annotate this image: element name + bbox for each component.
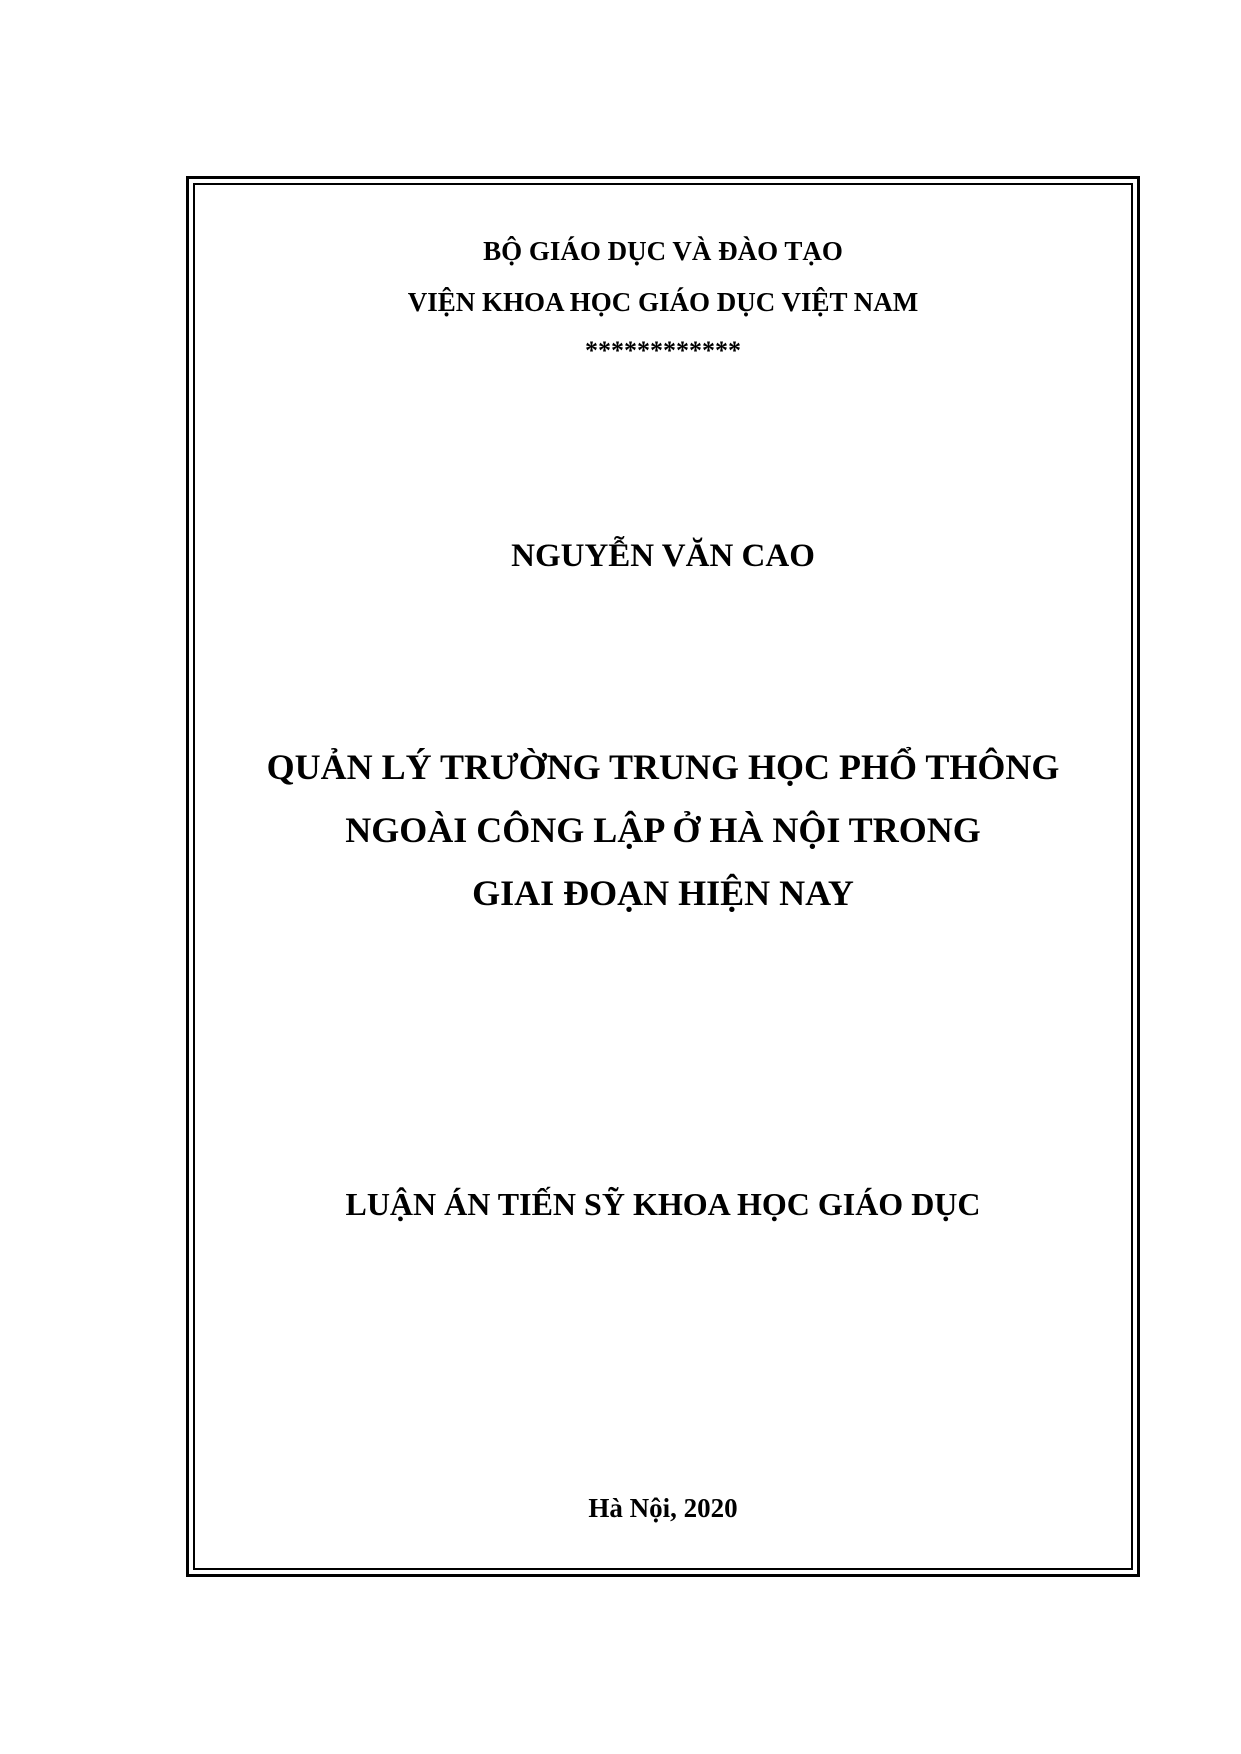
place-and-year: Hà Nội, 2020 xyxy=(588,1493,738,1523)
author-name: NGUYỄN VĂN CAO xyxy=(511,538,815,574)
thesis-title-line-1: QUẢN LÝ TRƯỜNG TRUNG HỌC PHỔ THÔNG xyxy=(266,747,1060,787)
thesis-title-line-2: NGOÀI CÔNG LẬP Ở HÀ NỘI TRONG xyxy=(345,810,981,850)
separator-stars: ************ xyxy=(585,336,741,365)
ministry-name: BỘ GIÁO DỤC VÀ ĐÀO TẠO xyxy=(483,236,843,266)
institute-name: VIỆN KHOA HỌC GIÁO DỤC VIỆT NAM xyxy=(407,287,919,317)
degree-type: LUẬN ÁN TIẾN SỸ KHOA HỌC GIÁO DỤC xyxy=(345,1186,981,1222)
thesis-title-line-3: GIAI ĐOẠN HIỆN NAY xyxy=(472,873,854,913)
